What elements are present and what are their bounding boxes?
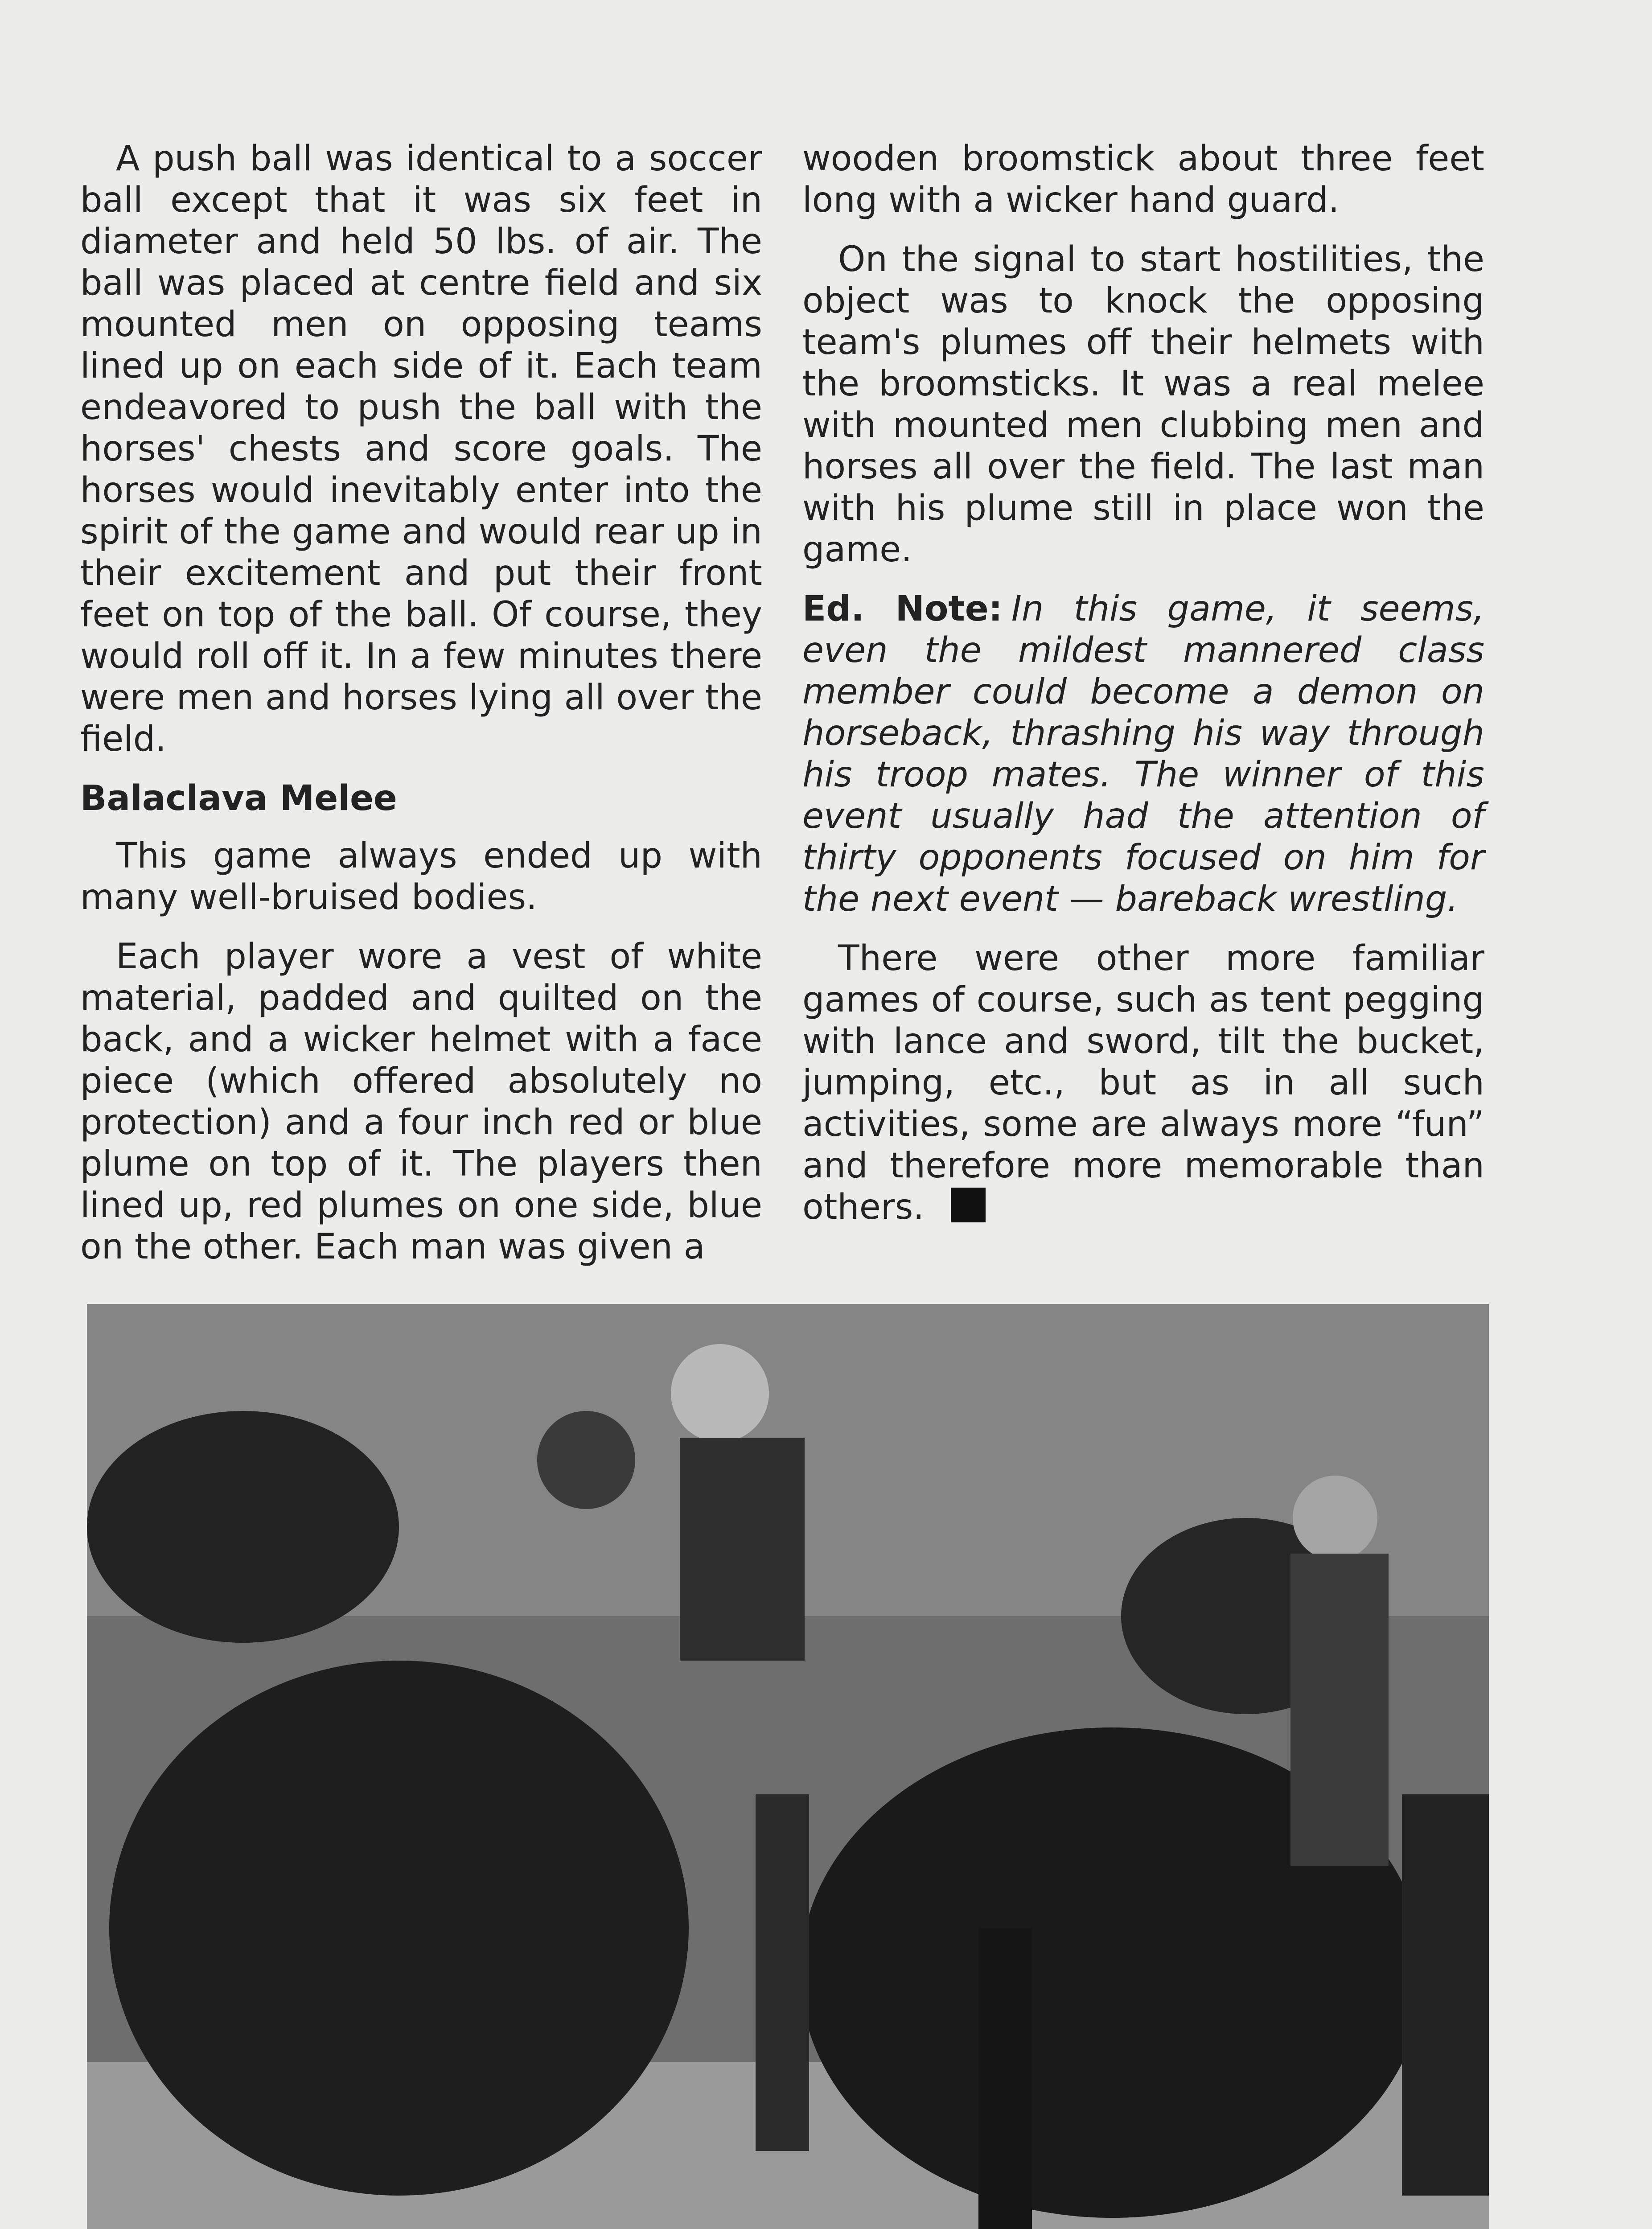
end-mark [951,1188,986,1222]
editor-note-text: In this game, it seems, even the mildest mannered class member could become a demon on horseback, thrashing his way through his troop mates. The winner of this event usually had the attention of thirty opponents focused on him for the next event — bareback wrestling. [802,589,1484,919]
melee-equipment-paragraph: Each player wore a vest of white material, padded and quilted on the back, and a wicker helmet with a face piece (which offered absolutely no protection) and a four inch red or blue plume on top of it. The players then lined up, red plumes on one side, blue on the other. Each man was given a [80,937,762,1267]
continued-paragraph: wooden broomstick about three feet long with a wicker hand guard. [802,139,1484,220]
hostilities-paragraph: On the signal to start hostilities, the object was to knock the opposing team's plumes off their helmets with the broomsticks. It was a real melee with mounted men clubbing men and horses all over the field. The last man with his plume still in place won the game. [802,239,1484,570]
other-games-text: There were other more familiar games of course, such as tent pegging with lance and sword, tilt the bucket, jumping, etc., but as in all such activities, some are always more “fun” and therefore more memorable than others. [802,938,1484,1227]
push-ball-paragraph: A push ball was identical to a soccer ball except that it was six feet in diameter and held 50 lbs. of air. The ball was placed at centre field and six mounted men on opposing teams lined up on each side of it. Each team endeavored to push the ball with the horses' chests and score goals. The horses would inevitably enter into the spirit of the game and would rear up in their excitement and put their front feet on top of the ball. Of course, they would roll off it. In a few minutes there were men and horses lying all over the field. [80,139,762,759]
editor-note [802,588,1484,920]
melee-intro-paragraph: This game always ended up with many well-bruised bodies. [80,836,762,917]
other-games-paragraph [802,938,1484,1228]
section-heading: Balaclava Melee [80,778,397,818]
editor-note-label: Ed. Note: [802,589,1003,629]
left-column [80,138,762,1286]
photo-image [87,1304,1489,2229]
right-column [802,138,1484,1246]
bareback-wrestling-photo [87,1304,1489,2229]
